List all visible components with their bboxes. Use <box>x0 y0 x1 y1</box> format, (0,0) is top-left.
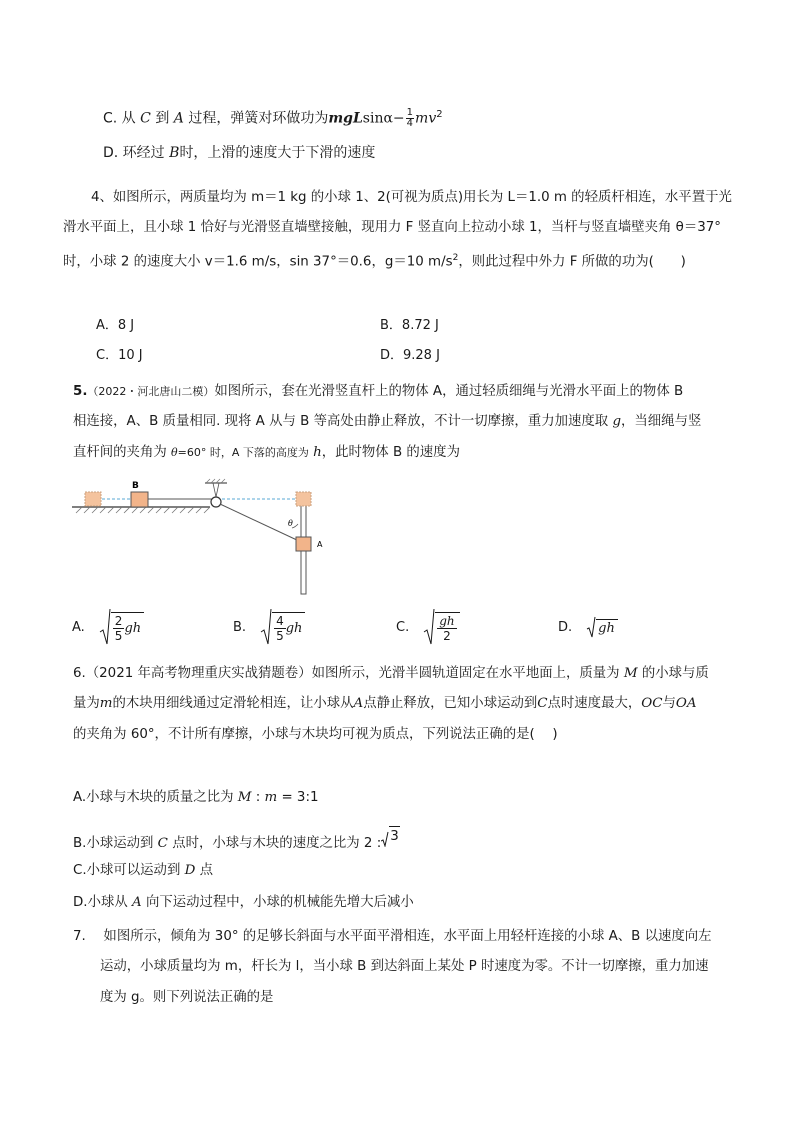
q7-line-3: 度为 g。则下列说法正确的是 <box>100 990 274 1005</box>
sqrt-symbol: 2 5 gh <box>99 608 144 646</box>
sqrt-symbol: gh 2 <box>423 608 459 646</box>
q5-option-d: D. gh <box>558 616 618 638</box>
pulley-mount <box>205 479 227 497</box>
label-b: B <box>132 481 139 491</box>
q4-option-a: A．8 J <box>96 318 135 333</box>
q5-option-a: A. 2 5 gh <box>72 608 144 646</box>
q4-line-3: 时，小球 2 的速度大小 v＝1.6 m/s，sin 37°＝0.6，g＝10 $m/s^2$，则此过程中外力 F 所做的功为( ) <box>63 253 686 270</box>
q5-figure <box>72 478 332 598</box>
ground <box>72 507 210 513</box>
q7-line-2: 运动，小球质量均为 m，杆长为 l，当小球 B 到达斜面上某处 P 时速度为零。不计一切摩擦，重力加速 <box>100 959 709 974</box>
q4-line-1: 4、如图所示，两质量均为 m＝1 kg 的小球 1、2(可视为质点)用长为 L＝1.0 m 的轻质杆相连，水平置于光 <box>91 190 732 205</box>
label-theta: θ <box>288 519 293 528</box>
q7-line-1: 7. 如图所示，倾角为 30° 的足够长斜面与水平面平滑相连，水平面上用轻杆连接的小球 A、B 以速度向左 <box>73 929 712 944</box>
q6-line-2: 量为m的木块用细线通过定滑轮相连，让小球从A点静止释放，已知小球运动到C点时速度最大，OC与OA <box>73 696 697 711</box>
q5-option-c: C. gh 2 <box>396 608 460 646</box>
q5-line-2: 相连接，A、B 质量相同. 现将 A 从与 B 等高处由静止释放，不计一切摩擦，重力加速度取 g，当细绳与竖 <box>73 414 702 429</box>
q6-option-a: A.小球与木块的质量之比为 M : m = 3:1 <box>73 790 319 805</box>
q4-line-2: 滑水平面上，且小球 1 恰好与光滑竖直墙壁接触，现用力 F 竖直向上拉动小球 1，当杆与竖直墙壁夹角 θ＝37° <box>63 220 722 235</box>
initial-position-block <box>85 492 101 506</box>
q6-line-3: 的夹角为 60°，不计所有摩擦，小球与木块均可视为质点，下列说法正确的是( ) <box>73 727 558 742</box>
q4-option-d: D．9.28 J <box>380 348 440 363</box>
block-a <box>296 537 311 551</box>
pulley <box>211 497 221 507</box>
q6-line-1: 6.（2021 年高考物理重庆实战猜题卷）如图所示，光滑半圆轨道固定在水平地面上，质量为 M 的小球与质 <box>73 666 709 681</box>
label-a: A <box>317 540 323 549</box>
q3-option-d: D. 环经过 B时，上滑的速度大于下滑的速度 <box>103 145 376 161</box>
q5-line-1: 5.（2022・河北唐山二模）如图所示，套在光滑竖直杆上的物体 A，通过轻质细绳与光滑水平面上的物体 B <box>73 384 684 399</box>
initial-position-a <box>296 492 311 506</box>
sqrt-three: 3 <box>381 826 400 847</box>
q6-option-d: D.小球从 A 向下运动过程中，小球的机械能先增大后减小 <box>73 895 414 910</box>
q3-option-c: C. 从 C 到 A 过程，弹簧对环做功为mgLsinα− $\frac{1}{4}$ $mv^2$ <box>103 107 443 130</box>
q4-option-c: C．10 J <box>96 348 143 363</box>
q6-option-b: B.小球运动到 C 点时，小球与木块的速度之比为 2 : 3 <box>73 826 400 854</box>
q6-option-c: C.小球可以运动到 D 点 <box>73 863 214 878</box>
block-b <box>131 492 148 507</box>
q4-option-b: B．8.72 J <box>380 318 439 333</box>
sqrt-symbol: 4 5 gh <box>260 608 305 646</box>
q5-option-b: B. 4 5 gh <box>233 608 305 646</box>
fraction-one-quarter: $\frac{1}{4}$ <box>406 107 414 130</box>
sqrt-symbol: gh <box>586 616 618 638</box>
q5-line-3: 直杆间的夹角为 θ=60° 时，A 下落的高度为 h，此时物体 B 的速度为 <box>73 445 460 460</box>
